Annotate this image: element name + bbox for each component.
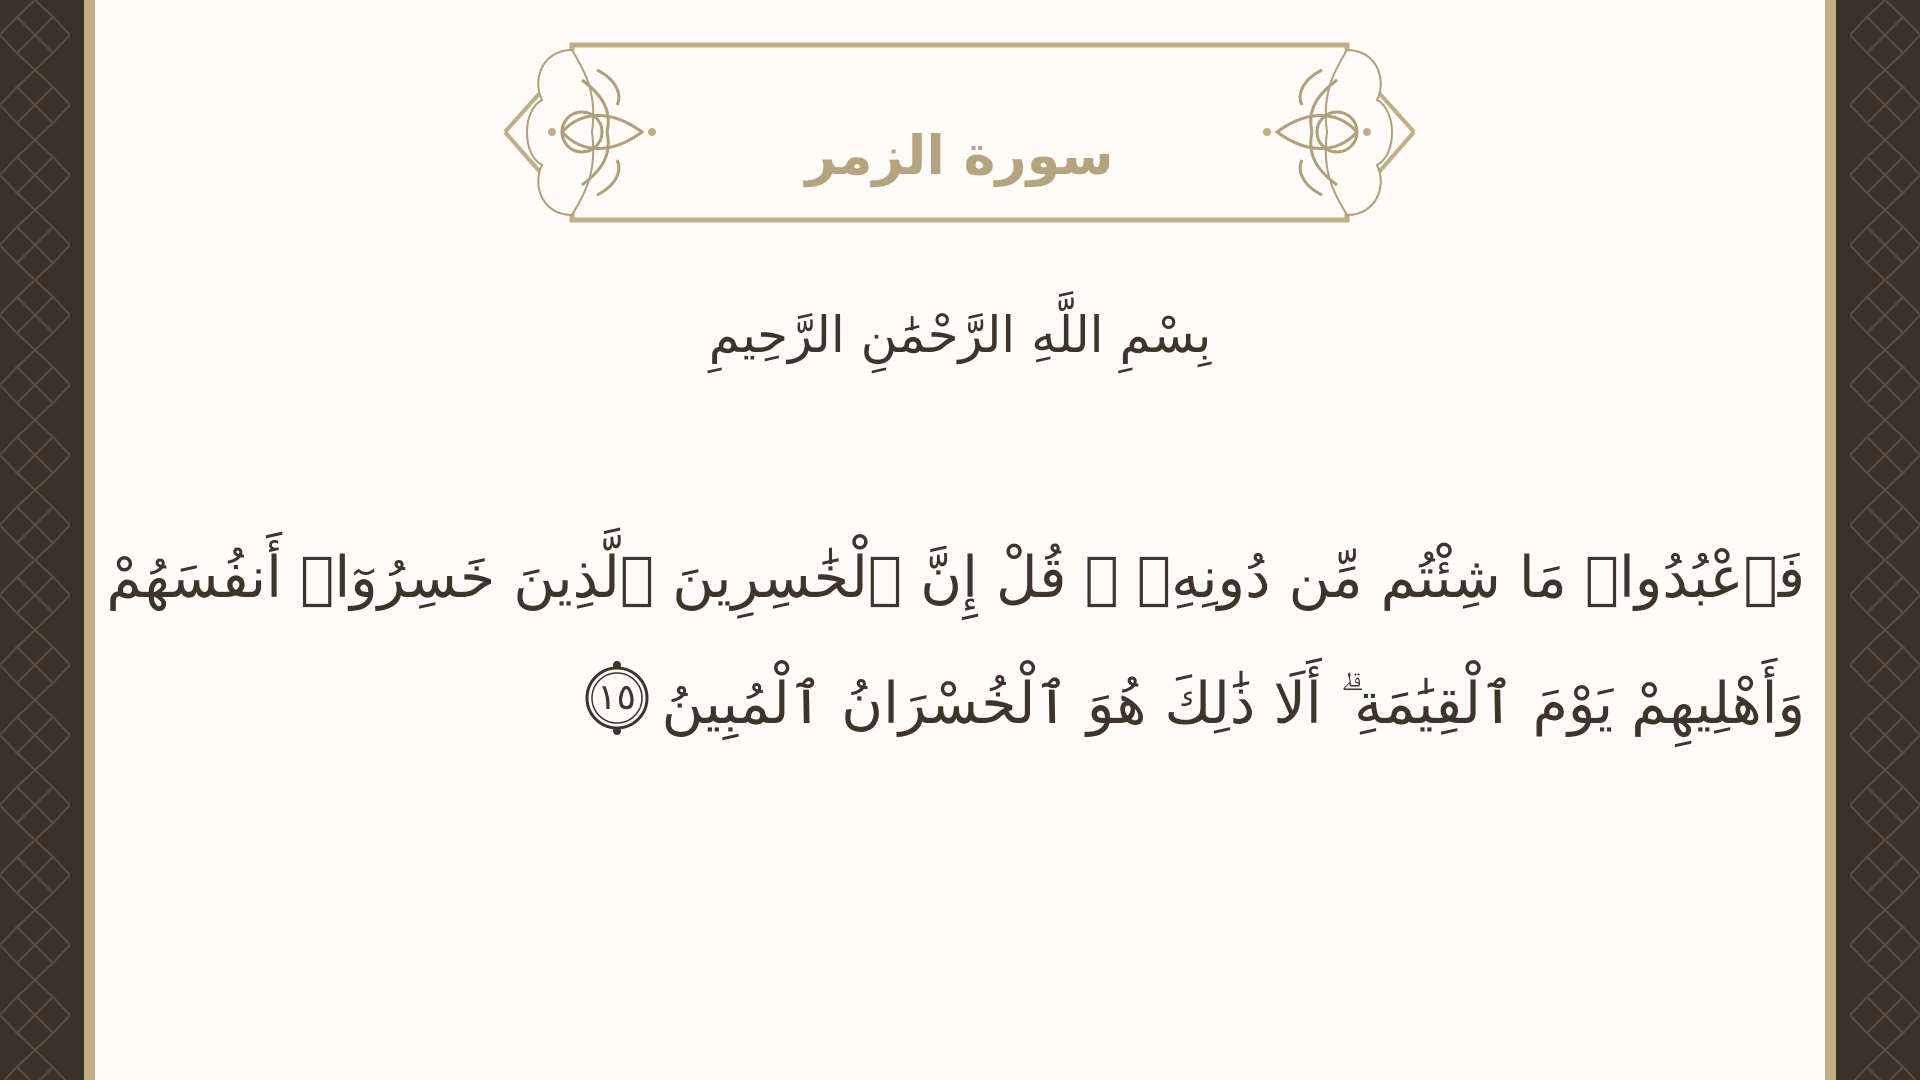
verse-line-2-text: وَأَهْلِيهِمْ يَوْمَ ٱلْقِيَٰمَةِ ۗ أَلَا ذَٰلِكَ هُوَ ٱلْخُسْرَانُ ٱلْمُبِينُ bbox=[661, 671, 1805, 737]
ayah-end-marker bbox=[578, 659, 656, 737]
ayah-number: ١٥ bbox=[597, 677, 636, 718]
basmala-calligraphy: بِسْمِ اللَّهِ الرَّحْمَٰنِ الرَّحِيمِ bbox=[708, 306, 1212, 364]
verse-line-1: فَٱعْبُدُوا۟ مَا شِئْتُم مِّن دُونِهِۦ ۗ قُلْ إِنَّ ٱلْخَٰسِرِينَ ٱلَّذِينَ خَسِرُوٓا۟ أَنفُسَهُمْ bbox=[106, 545, 1805, 611]
left-ornamental-border bbox=[0, 0, 70, 1080]
verse-line-2 bbox=[215, 641, 1805, 767]
surah-title: سورة الزمر bbox=[805, 124, 1114, 187]
surah-title-frame bbox=[502, 40, 1417, 230]
right-ornamental-border bbox=[1850, 0, 1920, 1080]
left-gold-rule bbox=[84, 0, 95, 1080]
right-gold-rule bbox=[1825, 0, 1836, 1080]
verse-text bbox=[106, 515, 1805, 767]
